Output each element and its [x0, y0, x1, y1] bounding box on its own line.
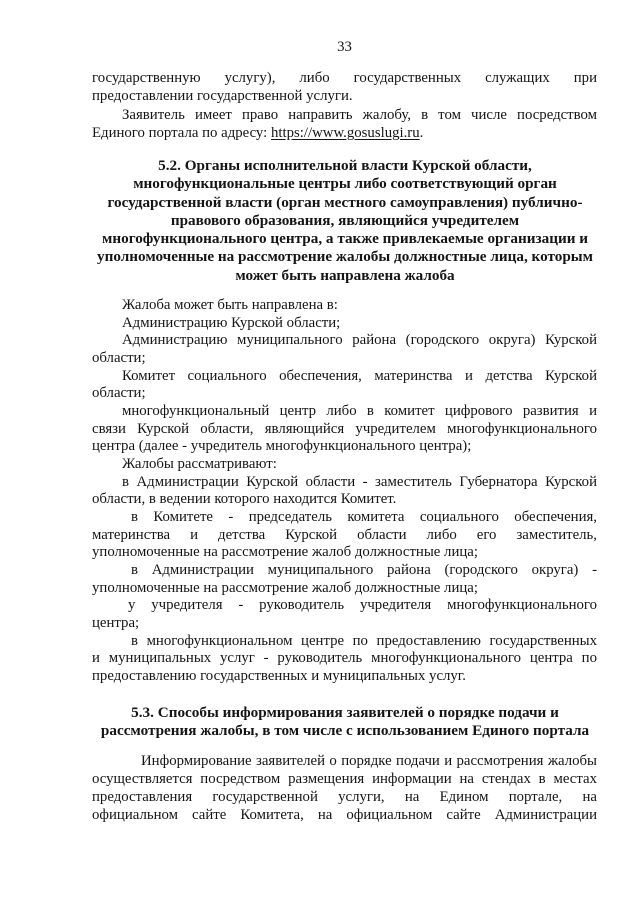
text-line: материнства и детства Курской области либо его заместитель, [92, 526, 597, 543]
paragraph [92, 69, 597, 106]
text-line: Администрацию Курской области; [122, 314, 341, 331]
text-line: Администрацию муниципального района (городского округа) Курской [122, 332, 597, 349]
text-line: предоставлению государственных и муниципальных услуг. [92, 668, 466, 685]
text-line: центра (далее - учредитель многофункционального центра); [92, 438, 472, 455]
heading-line: может быть направлена жалоба [235, 266, 455, 284]
text-line: осуществляется посредством размещения информации на стендах в местах [92, 771, 597, 787]
paragraph [92, 633, 597, 686]
text-line: официальном сайте Комитета, на официальном сайте Администрации [92, 807, 597, 823]
section-5-3-body [92, 752, 597, 824]
paragraph [92, 562, 597, 597]
text-line: у учредителя - руководитель учредителя многофункционального [128, 597, 597, 614]
text-line: центра; [92, 615, 140, 632]
text-line: государственную услугу), либо государственных служащих при [92, 70, 597, 86]
text-line: в многофункциональном центре по предоставлению государственных [131, 632, 597, 649]
text-line: связи Курской области, являющийся учредителем многофункционального [92, 420, 597, 437]
text-line: Жалобы рассматривают: [122, 456, 277, 473]
paragraph [92, 597, 597, 632]
text-line: Жалоба может быть направлена в: [122, 297, 338, 313]
paragraph [92, 297, 597, 315]
intro-text [92, 69, 597, 142]
paragraph [92, 474, 597, 509]
text-line: уполномоченные на рассмотрение жалоб должностные лица; [92, 544, 478, 561]
section-5-2-body [92, 297, 597, 686]
paragraph [92, 403, 597, 456]
section-5-3-heading [60, 704, 630, 740]
paragraph [92, 752, 597, 824]
paragraph [92, 106, 597, 143]
portal-address-line [92, 124, 597, 142]
paragraph [92, 332, 597, 367]
heading-line: уполномоченные на рассмотрение жалобы должностные лица, которым [97, 248, 593, 266]
text-segment: . [419, 124, 424, 141]
text-segment: Единого портала по адресу: [92, 124, 268, 141]
text-line: Информирование заявителей о порядке подачи и рассмотрения жалобы [141, 753, 597, 769]
paragraph [92, 315, 597, 333]
text-line: в Администрации муниципального района (городского округа) - [131, 562, 597, 579]
heading-line: многофункциональные центры либо соответствующий орган [133, 175, 557, 193]
heading-line: государственной власти (орган местного самоуправления) публично- [107, 193, 583, 211]
text-line: Заявитель имеет право направить жалобу, в том числе посредством [122, 106, 597, 123]
text-line: уполномоченные на рассмотрение жалоб должностные лица; [92, 579, 478, 596]
heading-line: многофункционального центра, а также привлекаемые организации и [102, 230, 588, 248]
paragraph [92, 368, 597, 403]
heading-line: 5.3. Способы информирования заявителей о порядке подачи и [131, 704, 559, 721]
text-line: Комитет социального обеспечения, материнства и детства Курской [122, 367, 597, 384]
text-line: области; [92, 350, 146, 367]
page-number: 33 [337, 39, 352, 55]
heading-line: рассмотрения жалобы, в том числе с использованием Единого портала [100, 722, 590, 739]
text-line: области; [92, 385, 146, 402]
text-line: области, в ведении которого находится Комитет. [92, 491, 397, 508]
text-line: в Администрации Курской области - заместитель Губернатора Курской [122, 473, 597, 490]
paragraph [92, 456, 597, 474]
section-5-2-heading [60, 157, 630, 285]
heading-line: 5.2. Органы исполнительной власти Курской области, [158, 157, 532, 174]
text-line: в Комитете - председатель комитета социального обеспечения, [131, 509, 597, 526]
paragraph [92, 509, 597, 562]
text-line: и муниципальных услуг - руководитель многофункционального центра по [92, 650, 597, 667]
text-line: предоставления государственной услуги, на Едином портале, на [92, 789, 597, 805]
gosuslugi-portal-link[interactable]: https://www.gosuslugi.ru [270, 124, 420, 141]
heading-line: правового образования, являющийся учредителем [170, 211, 520, 229]
text-line: предоставлении государственной услуги. [92, 88, 353, 105]
text-line: многофункциональный центр либо в комитет цифрового развития и [122, 403, 597, 420]
